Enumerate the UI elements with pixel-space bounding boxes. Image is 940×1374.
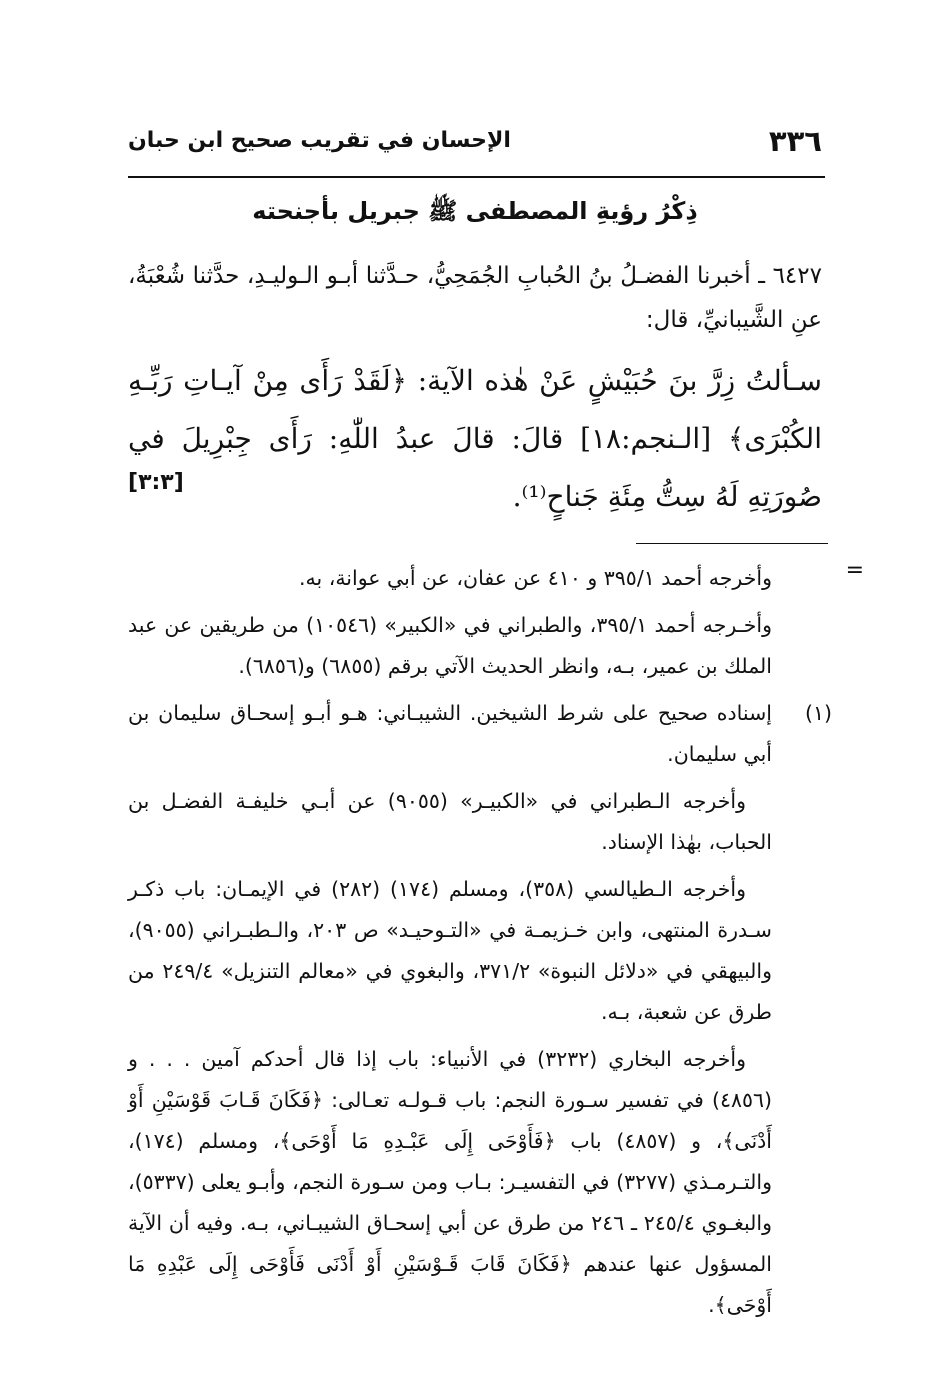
footnote-continued-paragraph: وأخـرجه أحمد ٣٩٥/١، والطبراني في «الكبير» (١٠٥٤٦) من طريقين عن عبد الملك بن عمير، بـه، وانظر الحديث الآتي برقم (٦٨٥٥) و(٦٨٥٦). xyxy=(128,613,772,678)
hadith-isnad: ٦٤٢٧ ـ أخبرنا الفضـلُ بنُ الحُبابِ الجُمَحِيُّ، حـدَّثنا أبـو الـوليـدِ، حدَّثنا شُعْبَةُ، عنِ الشَّيبانيِّ، قال: xyxy=(128,263,822,333)
continuation-marker: = xyxy=(845,558,864,583)
page-number: ٣٣٦ xyxy=(768,124,822,158)
page-header xyxy=(128,124,822,164)
running-title: الإحسان في تقريب صحيح ابن حبان xyxy=(128,128,511,153)
footnote-1 xyxy=(128,693,832,775)
footnote-paragraph: وأخرجه الـطيالسي (٣٥٨)، ومسلم (١٧٤) (٢٨٢) في الإيمـان: باب ذكـر سـدرة المنتهى، وابن خـزيمـة في «التـوحيـد» ص ٢٠٣، والـطبـراني (٩٠٥٥)، والبيهقي في «دلائل النبوة» ٣٧١/٢، والبغوي في «معالم التنزيل» ٢٤٩/٤ من طرق عن شعبة، بـه. xyxy=(128,877,772,1024)
footnote-paragraph: إسناده صحيح على شرط الشيخين. الشيبـاني: هـو أبـو إسحـاق سليمان بن أبي سليمان. xyxy=(128,701,772,766)
footnotes xyxy=(128,558,832,1332)
header-rule xyxy=(128,176,825,178)
footnote-paragraph: وأخرجه الـطبراني في «الكبيـر» (٩٠٥٥) عن أبـي خليفـة الفضـل بن الحباب، بهٰذا الإسناد. xyxy=(128,789,772,854)
reference-code: [٣:٣] xyxy=(128,470,184,495)
footnote-number: (١) xyxy=(804,701,832,725)
hadith-matn: سـألتُ زِرَّ بنَ حُبَيْشٍ عَنْ هٰذه الآية: ﴿لَقَدْ رَأَى مِنْ آيـاتِ رَبِّـهِ الكُبْرَى﴾ [الـنجم:١٨] قالَ: قالَ عبدُ اللّٰهِ: رَأَى جِبْرِيلَ في صُورَتِهِ لَهُ سِتُّ مِئَةِ جَناحٍ⁽¹⁾. xyxy=(128,364,822,513)
footnote-continued-paragraph: وأخرجه أحمد ٣٩٥/١ و ٤١٠ عن عفان، عن أبي عوانة، به. xyxy=(298,566,772,590)
footnote-paragraph: وأخرجه البخاري (٣٢٣٢) في الأنبياء: باب إذا قال أحدكم آمين . . . و (٤٨٥٦) في تفسير سـورة النجم: باب قـولـه تعـالى: ﴿فَكَانَ قَـابَ قَوْسَيْنِ أَوْ أَدْنَى﴾، و (٤٨٥٧) باب ﴿فَأَوْحَى إِلَى عَبْـدِهِ مَا أَوْحَى﴾، ومسلم (١٧٤)، والتـرمـذي (٣٢٧٧) في التفسيـر: بـاب ومن سـورة النجم، وأبـو يعلى (٥٣٣٧)، والبغـوي ٢٤٥/٤ ـ ٢٤٦ من طرق عن أبي إسحـاق الشيبـاني، بـه. وفيه أن الآية المسؤول عنها عندهم ﴿فَكَانَ قَابَ قَـوْسَيْنِ أَوْ أَدْنَى فَأَوْحَى إِلَى عَبْدِهِ مَا أَوْحَى﴾. xyxy=(128,1047,773,1317)
section-heading: ذِكْرُ رؤيةِ المصطفى ﷺ جبريل بأجنحته xyxy=(252,197,698,225)
footnote-separator xyxy=(636,543,828,544)
